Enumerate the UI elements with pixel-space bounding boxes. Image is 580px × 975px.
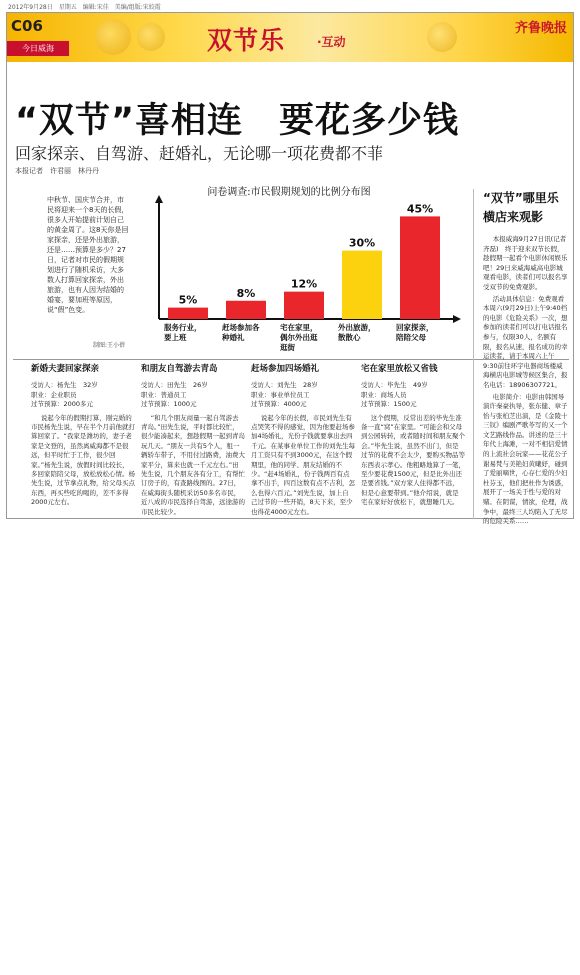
lantern-decoration-icon [95, 19, 131, 55]
story-heading: 赶场参加四场婚礼 [251, 364, 320, 374]
category-label: 外出旅游，散散心 [338, 323, 376, 342]
sidebar-body [483, 235, 573, 529]
newspaper-page [6, 12, 574, 526]
page-number: C06 [11, 17, 43, 35]
story-column-2 [141, 365, 245, 517]
info-line: 职业：事业单位员工 [251, 390, 310, 399]
story-body: 这个假期，反常出差的毕先生准备一直“窝”在家里。“可能会和父母到公园转转，或者随时间和朋友聚个会。”毕先生说，虽然不出门，但是过节的花费不会太少，要购买物品等东西表示孝心。他粗略地算了一笔，至少要花费1500元，但是比外出还是要省钱。”双方家人住得都不远，但是心意要带到。”他介绍说，就是宅在家好好放松下，就想睡几天。 [361, 413, 465, 507]
story-body: 说起今年的长假，市民刘先生有点哭笑不得的感觉，因为他要赶场参加4场婚礼，光份子钱就要拿出去四千元。在某事业单位工作的刘先生每月工资只有不到3000元，在这个假期里，他的同学、朋友结婚的不少。“赶4场婚礼，份子钱两百有点拿不出手，四百这数有点不吉利，怎么也得六百元。”刘先生说，加上自己过节的一些开销，8天下来，至少也得花4000元左右。 [251, 413, 355, 516]
chart-bar [168, 308, 208, 319]
x-axis-arrow-icon [453, 315, 461, 323]
bar-value-label: 5% [178, 293, 198, 307]
masthead-logo: 齐鲁晚报 [514, 21, 567, 36]
section-tag: 今日威海 [7, 41, 69, 56]
interviewee-info [361, 381, 465, 409]
survey-chart [129, 183, 459, 358]
category-label: 赶场参加各种婚礼 [222, 323, 260, 342]
page-title: “双节”喜相连 要花多少钱 [15, 101, 460, 141]
graphic-credit: 制图:王小蓓 [93, 342, 126, 349]
sidebar-paragraph: 活动具体信息：免费观看本周六(9月29日)上午9:40档的电影《危险关系》一次，想参加的读者们可以打电话报名参与，仅限30人，名额有限，报名从速，报名成功的幸运读者，请于本周六上午9:30前往环宇电器商场楼威海横店电影城等候区集合，报名电话：18906307721。 [483, 294, 568, 389]
info-line: 职业：商场人员 [361, 390, 407, 399]
info-line: 受访人：田先生 26岁 [141, 381, 208, 390]
info-line: 过节预算：1500元 [361, 400, 417, 409]
info-line: 受访人：毕先生 49岁 [361, 381, 428, 390]
sidebar-paragraph: 电影简介：电影由韩国导演许秦豪执导，张东健、章子怡与张柏芝出演，是《金陵十三钗》编剧严歌苓写的又一个文艺路线作品。讲述的是三十年代上海滩，一对不相信爱情的上流社会玩家——花花公子谢易梵与美艳妇黄曦妤，碰到了爱丽嘀世，心存仁爱的少妇杜芬玉，他们把杜作为诱惑，展开了一场关于性与爱的对赌。在阴谋，情欲，伦理，战争中，最终三人均陷入了无尽的危险关系…… [483, 392, 568, 526]
bar-value-label: 8% [236, 286, 256, 300]
sidebar-paragraph: 本报威海9月27日讯(记者 齐磊) 终于迎来双节长假，趁假期一起看个电影休闲娱乐吧！29日来威海威高电影城观看电影，读者们可以报名享受双节的免费观影。 [483, 235, 573, 291]
y-axis-arrow-icon [155, 195, 163, 203]
sidebar-divider [473, 189, 474, 519]
bar-value-label: 12% [290, 277, 318, 291]
info-line: 过节预算：4000元 [251, 400, 307, 409]
lantern-decoration-icon [137, 23, 165, 51]
byline: 本报记者 许君丽 林丹丹 [15, 167, 99, 175]
interviewee-info [31, 381, 135, 409]
info-line: 受访人：杨先生 32岁 [31, 381, 98, 390]
feature-subtitle: ·互动 [317, 35, 346, 49]
interviewee-info [141, 381, 245, 409]
chart-bar [400, 216, 440, 319]
info-line: 职业：普通员工 [141, 390, 187, 399]
sidebar-title: “双节”哪里乐 横店来观影 [483, 191, 571, 224]
category-label: 宅在家里，偶尔外出逛逛街 [280, 323, 318, 352]
chart-title: 问卷调查:市民假期规划的比例分布图 [207, 187, 371, 198]
interviewee-info [251, 381, 355, 409]
chart-bar [284, 292, 324, 319]
page-subtitle: 回家探亲、自驾游、赶婚礼，无论哪一项花费都不菲 [15, 144, 384, 163]
story-body: “和几个朋友商量一起自驾游去青岛。”田先生说，平时都比较忙，很少能凑起来，想趁假期一起到青岛玩几天。“朋友一共有5个人，租一辆轿车带子，不用付过路费，油费大家平分，算来也就一千元左右。”田先生说，几个朋友各有分工，有帮忙订房子的，有查路线图的。27日，在威海街头随机采访50多名市民，近八成的市民选择自驾游，远途游的市民比较少。 [141, 413, 245, 516]
page-meta: 2012年9月28日 星期五 编辑:宋佳 美编/组版:宋姣霞 [8, 4, 161, 11]
header-band [7, 13, 573, 62]
story-heading: 新婚夫妻回家探亲 [31, 364, 100, 374]
story-heading: 和朋友自驾游去青岛 [141, 364, 218, 374]
bar-value-label: 45% [406, 202, 434, 216]
feature-title: 双节乐 [207, 26, 286, 55]
info-line: 受访人：刘先生 28岁 [251, 381, 318, 390]
chart-bar [342, 251, 382, 319]
info-line: 过节预算：2000多元 [31, 400, 94, 409]
story-heading: 宅在家里放松又省钱 [361, 364, 438, 374]
bar-chart [129, 183, 459, 358]
bar-value-label: 30% [348, 236, 376, 250]
info-line: 职业：企业职员 [31, 390, 77, 399]
story-column-3 [251, 365, 355, 517]
moon-decoration-icon [427, 22, 457, 52]
story-body: 说起今年的假期打算，刚完婚的市民杨先生说，早在半个月前他就打算回家了。“我家是潍坊的，妻子老家是文登的，虽然离威海都不是很远，但平时忙于工作，很少回家。”杨先生说，放假时间比较长，多回家陪陪父母，放松放松心情。杨先生说，过节拿点礼物，给父母买点东西，再买些吃的喝的，差不多得2000元左右。 [31, 413, 135, 507]
story-column-1 [31, 365, 135, 508]
chart-bar [226, 301, 266, 319]
story-column-4 [361, 365, 465, 508]
category-label: 服务行业，要上班 [164, 323, 202, 342]
category-label: 回家探亲，陪陪父母 [396, 323, 434, 342]
intro-text: 中秋节、国庆节合并，市民将迎来一个8天的长假，很多人开始提前计划自己的黄金周了。这8天你是回家探亲，还是外出旅游，还是……预算是多少？27日，记者对市民的假期规划进行了随机采访，大多数人打算回家探亲，外出旅游，也有人因为结婚的婚宴，要加班等原因，说“假”色变。 [47, 196, 129, 314]
info-line: 过节预算：1000元 [141, 400, 197, 409]
